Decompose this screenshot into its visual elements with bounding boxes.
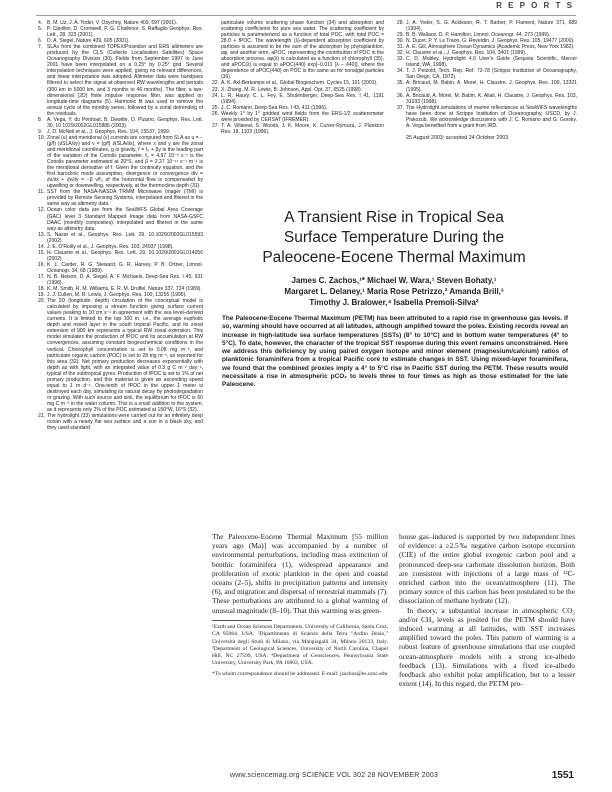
title-line: Surface Temperature During the [283,229,505,246]
reference-text: P. Cipollini, D. Cromwell, P. G. Challenor, S. Raffaglio Geophys. Res. Lett., 28, 323 (2001). [47,26,203,39]
reference-text: A. E. Gill, Atmosphere Ocean Dynamics (Academic Press, New York 1982). [406,44,575,51]
reference-number: 13. [38,231,46,238]
reference-number: 19. [38,292,46,299]
reference-item [397,80,577,92]
reference-number: 8. [38,116,43,123]
reference-text: B. B. Wallace, D. P. Hamilton, Limnol. Oceanogr. 44, 273 (1999). [406,32,551,39]
reference-number: 18. [38,286,46,293]
reference-item [38,413,203,431]
reference-number: 27. [212,122,220,129]
reference-text: X. Zhang, M. R. Lewis, B. Johnson, Appl. Opt. 37, 6525 (1998). [221,86,363,93]
reference-number: 15. [38,249,46,256]
reference-item [397,105,577,129]
page-footer: www.sciencemag.org SCIENCE VOL 302 28 NOVEMBER 2003 [230,772,438,779]
article-abstract: The Paleocene-Eocene Thermal Maximum (PETM) has been attributed to a rapid rise in greenhouse gas levels. If so, warming should have occurred at all latitudes, although amplified toward the poles. Existing records reveal an increase in high-latitude sea surface temperatures (SSTs) (8° to 10°C) and in bottom water temperatures (4° to 5°C). To date, however, the character of the tropical SST response during this event remains unconstrained. Here we address this deficiency by using paired oxygen isotope and minor element (magnesium/calcium) ratios of planktonic foraminifera from a tropical Pacific core to estimate changes in SST. Using mixed-layer foraminifera, we found that the combined proxies imply a 4° to 5°C rise in Pacific SST during the PETM. These results would necessitate a rise in atmospheric pCO₂ to levels three to four times as high as those estimated for the late Paleocene. [222,315,568,389]
reference-number: 31. [397,44,405,51]
reference-text: The hydrolight (33) simulations were carried out for an infinitely deep ocean with a nearly flat sea surface and a sun in a black sky, and they used standard [47,413,203,432]
reference-item [38,117,203,129]
reference-text: H. Claustre et al., J. Geophys. Res. 104, 3401 (1999). [406,50,527,57]
reference-text: N. B. Nelson, D. A. Siegel, A. F. Michaels, Deep-Sea Res. I 45, 931 (1998). [47,273,203,287]
received-date: 25 August 2003; accepted 24 October 2003 [406,134,509,141]
reference-text: K. M. Smith, R. M. Williams, E. R. M. Druffel, Nature 337, 724 (1989). [47,286,202,293]
reference-text: T. J. Petzold, Tech. Rep. Ref. 72-78 (Scripps Institution of Oceanography, San Diego, CA, 1972). [406,68,577,81]
reference-number: 28. [397,20,405,26]
body-column-right [399,532,575,688]
reference-item [38,135,203,189]
reference-number: 4. [38,20,43,26]
reference-text: A. Vega, Y. du Penhoat, B. Dewitte, O. Pizarro, Geophys. Res. Lett. 30, 10.1029/2002GL015886 (2003). [47,116,203,129]
reference-item [38,250,203,262]
reference-text: A. K. Axl-Berkampe et al., Global Biogeochem. Cycles 15, 101 (2001). [221,80,378,87]
article-body [212,532,576,688]
reference-text: SLAs from the combined TOPEX/Poseidon and ERS altimeters are produced by the CLS (Collecte Localisation Satellites) Space Oceanography Division (30). Fields from September 1997 to June 2001 have been interpolated on a 0.25° by 0.25° grid. Several interpolation techniques were applied, giving no relevant differences, and linear interpolation was adopted. Altimeter data were bandpass filtered to select the signal at observed RW wavelengths and periods (300 km to 5000 km, and 3 months to 46 months). The filter, a two-dimensional (2D) finite impulse response filter, was applied on longitude-time diagrams (5). Harmonic fit was used to remove the annual cycle of the monthly series, followed by a zonal detrending of the residuals. [47,44,203,117]
reference-text: L. R. Haury, C. L. Fey, E. Shulenberger, Deep-Sea Res. I 41, 1191 (1994). [221,92,384,105]
reference-number: 36. [397,92,405,99]
reference-number: 29. [397,32,405,39]
references-column-2 [212,20,384,135]
references-column-1 [38,20,203,431]
reference-item [38,232,203,244]
reference-text: A. Bricaud, A. Morel, M. Babin, K. Allali, H. Claustre, J. Geophys. Res. 103, 31033 (1998). [406,92,577,105]
reference-item [38,189,203,207]
reference-number: 33. [397,56,405,63]
reference-item [38,26,203,38]
body-column-left [212,532,388,688]
reference-number: 7. [38,44,43,51]
body-paragraph: The Paleocene-Eocene Thermal Maximum [55 million years ago (Ma)] was accompanied by a number of environmental perturbations, including mass extinction of benthic foraminifera (1), widespread appearance and proliferation of exotic plankton in the open and coastal oceans (2–5), shifts in precipitation patterns and intensity (6), and migration and dispersal of terrestrial mammals (7). These perturbations are attributed to a global warming of unusual magnitude (8–10). That this warming was green- [212,532,388,615]
author-line: Margaret L. Delaney,¹ Maria Rose Petrizzo,² Amanda Brill,³ [284,287,504,296]
reference-item [212,111,384,123]
reference-item [38,44,203,117]
reference-item [38,298,203,413]
title-line: A Transient Rise in Tropical Sea [284,209,504,226]
title-line: Paleocene-Eocene Thermal Maximum [262,249,526,266]
reference-number: 9. [38,128,43,135]
reference-text: The Hydrolight simulations of marine reflectances at SeaWiFS wavelengths have been done at Scripps Institution of Oceanography, USCD, by J. Piskozub. We acknowledge discussions with J. C. Romano and G. Gorsky. A. Vega benefited from a grant from IRD. [406,104,577,129]
reference-number: 5. [38,26,43,33]
page-number: 1551 [551,770,574,781]
reference-text: SST from the NASA-NASDA TRMM Microwave Imager (TMI) is provided by Remote Sensing Systems, interpolated and filtered in the same way as altimetry data. [47,189,203,208]
reference-text: Zonal (u) and meridional (v) currents are computed from SLA as u = −(g/f) (∂SLA/∂y) and v = (g/f) ∂(SLA/∂x), where x and y are the zonal and meridional coordinates, g is gravity, f = f₀ + βy is the leading part of the variation of the Coriolis parameter, f₀ = 4.97 10⁻⁵ s⁻¹ is the Coriolis parameter estimated at 20°S, and β = 2.27 10⁻¹¹ s⁻¹ m⁻¹ is the meridional derivative of f. Given the continuity equation, and the first baroclinic mode assumption, divergence or convergence div = ∂u/∂x + ∂v/∂y = −β v/f₀ of the horizontal flow is compensated by upwelling or downwelling, respectively, at the thermocline depth (31). [47,134,203,190]
body-paragraph: house gas–induced is supported by two independent lines of evidence: a ≥2.5‰ negative carbon isotope excursion (CIE) of the entire global exogenic carbon pool and a pronounced deep-sea carbonate dissolution horizon. Both are consistent with injections of a large mass of ¹²C-enriched carbon into the ocean/atmosphere (11). The primary source of this carbon has been postulated to be the dissociation of methane hydrate (12). [399,532,575,606]
references-column-3 [397,20,577,141]
reference-item [212,123,384,135]
affiliations: ¹Earth and Ocean Sciences Departments, University of California, Santa Cruz, CA 95064, USA. ²Dipartimento di Scienze della Terra "Ardito Desio," Università degli Studi di Milano, via Mangiagalli 34, Milano 20133, Italy. ³Department of Geological Sciences, University of North Carolina, Chapel Hill, NC 27599, USA. ⁴Department of Geosciences, Pennsylvania State University, University Park, PA 16802, USA. [212,624,388,666]
reference-number: 37. [397,104,405,111]
reference-number: 35. [397,80,405,87]
reference-item [397,68,577,80]
reference-number: 30. [397,38,405,45]
reference-number: 16. [38,261,46,268]
reference-number: 17. [38,273,46,280]
article-authors [212,275,576,308]
reference-number: 6. [38,38,43,45]
reference-item [397,20,577,32]
header-rule [36,15,576,16]
reference-number: 12. [38,207,46,214]
reference-number: 21. [38,413,46,420]
reference-number: 20. [38,298,46,305]
article-title [212,208,576,268]
reference-number: 34. [397,68,405,75]
reference-text: J. E. O'Reilly et al., J. Geophys. Res. 103, 24937 (1998). [47,243,174,250]
reference-text: The 2D (longitude, depth) circulation of the conceptual model is calculated by imposing a stream function giving surface current values peaking to 10 cm s⁻¹ in agreement with the sea level–derived currents. It is limited to the top 100 m, i.e., the average euphotic depth and mixed layer in the south tropical Pacific, and its zonal extension of 900 km represents a typical RW zonal extension. This model simulates the production of fPOC and its accumulation at RW convergences, assuming constant biogeochemical conditions in the vertical. Chlorophyll concentration is set to 0.08 mg m⁻³, and particulate organic carbon (POC) is set to 28 mg m⁻³, as reported for this area (32). Net primary production decreases exponentially with depth as with light, with an integrated value of 0.3 g C m⁻² day⁻¹, typical of the subtropical gyres. Production of fPOC is set to 1% of net primary production, and this material is given an ascending speed equal to 1 m d⁻¹. One-tenth of fPOC in the upper 1 meter is destroyed each day, simulating its natural decay by photodegradation or grazing. With such source and sink, the equilibrium for fPOC is 60 mg C m⁻³ in the water column. This is a small addition to the system, as it represents only 2% of the POC estimated at 150°W, 16°S (32). [47,298,203,413]
reference-number: 24. [212,92,220,99]
reference-text: particulate volume scattering phase function (34) and absorption and scattering coefficients for pure sea water. The scattering coefficient by particles is parameterized as a function of total POC, with total POC = 28.0 + fPOC. The wavelength (λ)-dependent absorption coefficient by particles is assumed to be the sum of the absorption by phytoplankton, aφ, and another term, aPOC, representing the contribution of POC in the absorption process. aφ(λ) is calculated as a function of chlorophyll (35), and aPOC(λ) is equal to aPOC(440) exp[−0.011 (λ − 440)], where the dependence of aPOC(440) on POC is the same as for nonalgal particles (36). [221,20,384,81]
reference-number: 32. [397,50,405,57]
reference-text: S. Nasar et al., Geophys. Res. Lett. 29, 10.1029/2002GL015593 (2002). [47,231,203,244]
reference-number: 26. [212,110,220,117]
reference-text: K. L. Carder, R. G. Steward, G. R. Harvey, P. B. Ortner, Limnol. Oceanogr. 34, 68 (1989). [47,261,203,274]
reference-text: T. A. Villareal, S. Woods, J. K. Moore, K. Culver-Rymsza, J. Plankton Res. 18, 1103 (1996). [221,122,384,135]
reference-item [38,262,203,274]
correspondence: *To whom correspondence should be addressed. E-mail: jzachos@es.ucsc.edu [212,670,388,677]
reference-text: J. D. McNeil et al., J. Geophys. Res. 104, 15537, 1999. [47,128,171,135]
reference-text: C. D. Mobley, Hydrolight 4.0 User's Guide (Sequoia Scientific, Mercer Island, WA, 1998). [406,56,577,69]
reference-number: 11. [38,189,45,196]
reference-number: 14. [38,243,46,250]
reference-text: Ocean color data are from the SeaWiFS Global Area Coverage (GAC) level 3 Standard Mapped Image data from NASA-GSFC DAAC (monthly composites), interpolated and filtered in the same way as altimetry data. [47,207,203,232]
reference-number: 23. [212,86,220,93]
reference-text: B. M. Uz, J. A. Yoder, V. Osychny, Nature 409, 597 (2001). [47,20,178,26]
reference-item [212,20,384,80]
reference-item [397,56,577,68]
reference-item [212,93,384,105]
reference-item [38,207,203,231]
reference-text: Weekly 1° by 1° gridded wind fields from the ERS-1/2 scatterometer were provided by CERSAT (IFREMER). [221,110,384,123]
reference-number: 10. [38,134,46,141]
reference-text: N. Ducet, P. Y. Le Traon, G. Reverdin, J. Geophys. Res. 105, 19477 (2000). [406,38,575,45]
author-line: James C. Zachos,¹* Michael W. Wara,¹ Steven Bohaty,¹ [291,276,497,285]
reference-item [397,93,577,105]
reference-text: A. Bricaud, M. Babin, A. Morel, H. Claustre, J. Geophys. Res. 100, 13321 (1995). [406,80,577,93]
reference-text: H. Claustre et al., Geophys. Res. Lett. 29, 10.1029/2001GL014056 (2002). [47,249,203,262]
reference-number: 22. [212,80,220,87]
reference-number [212,20,221,80]
reference-text: J. C. Romano, Deep-Sea Res. I 43, 411 (1996). [221,104,328,111]
section-header: R E P O R T S [496,1,574,10]
author-line: Timothy J. Bralower,⁴ Isabella Premoli-Silva² [309,298,479,307]
article-heading [212,208,576,390]
reference-item [38,274,203,286]
reference-text: J. J. Cullen, M. R. Lewis, J. Geophys. Res. 100, 13255 (1995). [47,292,187,299]
reference-text: J. A. Yoder, S. G. Ackleson, R. T. Barber, P. Flament, Nature 371, 689 (1994). [406,20,577,33]
body-paragraph: In theory, a substantial increase in atmospheric CO₂ and/or CH₄ levels as posited for the PETM should have induced warming at all latitudes, with SST increases amplified toward the poles. This pattern of warming is a robust feature of greenhouse simulations that use coupled ocean-atmosphere models with a strong ice-albedo feedback (13). Simulations with a fixed ice-albedo feedback also exhibit polar amplification, but to a lesser extent (14). In this regard, the PETM pro- [399,605,575,689]
affiliation-rule [212,620,272,621]
reference-number: 25. [212,104,220,111]
reference-text: D. A. Siegel, Nature 409, 605 (2001). [47,38,130,45]
